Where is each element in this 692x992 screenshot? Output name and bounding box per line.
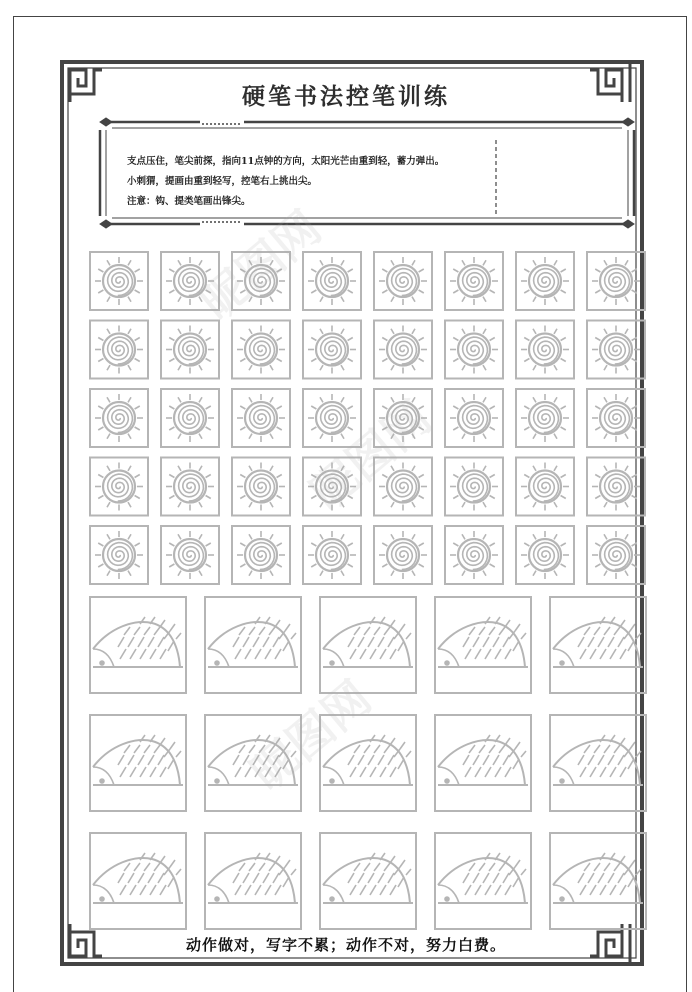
instruction-line-1: 支点压住，笔尖前探，指向11点钟的方向，太阳光芒由重到轻，蓄力弹出。 — [127, 156, 445, 167]
hedgehog-icon — [320, 833, 416, 929]
sun-spiral-icon — [516, 389, 574, 447]
sun-spiral-icon — [161, 389, 219, 447]
sun-spiral-icon — [303, 252, 361, 310]
watermark: 昵图网 — [300, 390, 442, 521]
sun-spiral-icon — [90, 526, 148, 584]
hedgehog-icon — [550, 833, 646, 929]
sun-spiral-icon — [232, 252, 290, 310]
instruction-text — [127, 152, 497, 212]
hedgehog-icon — [550, 597, 646, 693]
hedgehog-icon — [435, 597, 531, 693]
hedgehog-icon — [320, 597, 416, 693]
sun-spiral-icon — [161, 526, 219, 584]
hedgehog-icon — [90, 833, 186, 929]
sun-spiral-icon — [90, 458, 148, 516]
sun-spiral-icon — [374, 389, 432, 447]
sun-spiral-icon — [303, 321, 361, 379]
page-title: 硬笔书法控笔训练 — [242, 83, 450, 110]
sun-spiral-icon — [90, 252, 148, 310]
sun-spiral-icon — [445, 321, 503, 379]
sun-spiral-icon — [516, 252, 574, 310]
hedgehog-icon — [320, 715, 416, 811]
hedgehog-icon — [205, 597, 301, 693]
sun-spiral-icon — [303, 526, 361, 584]
instruction-line-3: 注意：钩、提类笔画出锋尖。 — [127, 196, 251, 207]
sun-spiral-icon — [90, 389, 148, 447]
sun-spiral-icon — [303, 458, 361, 516]
hedgehog-practice-grid — [90, 597, 646, 929]
sun-spiral-icon — [90, 321, 148, 379]
hedgehog-icon — [90, 715, 186, 811]
sun-spiral-icon — [232, 321, 290, 379]
sun-spiral-icon — [374, 458, 432, 516]
instruction-line-2: 小刺猬，提画由重到轻写，控笔右上挑出尖。 — [127, 176, 318, 187]
hedgehog-icon — [435, 715, 531, 811]
hedgehog-icon — [205, 833, 301, 929]
hedgehog-icon — [90, 597, 186, 693]
hedgehog-icon — [435, 833, 531, 929]
sun-spiral-icon — [374, 526, 432, 584]
sun-spiral-icon — [516, 526, 574, 584]
sun-spiral-icon — [445, 252, 503, 310]
sun-spiral-icon — [161, 252, 219, 310]
footer-motto: 动作做对，写字不累；动作不对，努力白费。 — [185, 936, 506, 954]
sun-spiral-icon — [445, 458, 503, 516]
hedgehog-icon — [205, 715, 301, 811]
sun-spiral-icon — [445, 526, 503, 584]
sun-spiral-icon — [232, 526, 290, 584]
sun-spiral-icon — [232, 458, 290, 516]
sun-spiral-icon — [232, 389, 290, 447]
watermark: 昵图网 — [190, 200, 332, 331]
sun-spiral-icon — [374, 252, 432, 310]
sun-spiral-icon — [303, 389, 361, 447]
watermark: 昵图网 — [240, 670, 382, 801]
sun-spiral-icon — [445, 389, 503, 447]
sun-spiral-icon — [516, 321, 574, 379]
hedgehog-icon — [550, 715, 646, 811]
sun-practice-grid — [90, 252, 645, 584]
sun-spiral-icon — [516, 458, 574, 516]
sun-spiral-icon — [161, 321, 219, 379]
sun-spiral-icon — [161, 458, 219, 516]
sun-spiral-icon — [374, 321, 432, 379]
